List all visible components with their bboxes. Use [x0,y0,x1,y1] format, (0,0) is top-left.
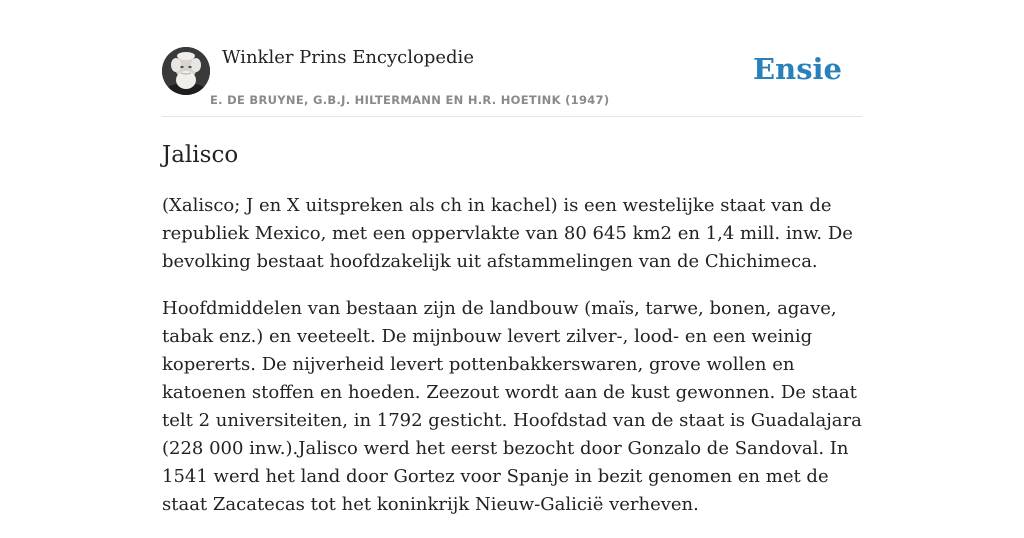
header [162,0,862,117]
author-avatar[interactable] [162,47,210,95]
entry-paragraph: (Xalisco; J en X uitspreken als ch in kachel) is een westelijke staat van de republiek Mexico, met een oppervlakte van 80 645 km2 en 1,4 mill. inw. De bevolking bestaat hoofdzakelijk uit afstammelingen van de Chichimeca. [162,195,853,272]
entry-paragraph: Hoofdmiddelen van bestaan zijn de landbouw (maïs, tarwe, bonen, agave, tabak enz.) en veeteelt. De mijnbouw levert zilver-, lood- en een weinig kopererts. De nijverheid levert pottenbakkerswaren, grove wollen en katoenen stoffen en hoeden. Zeezout wordt aan de kust gewonnen. De staat telt 2 universiteiten, in 1792 gesticht. Hoofdstad van de staat is Guadalajara (228 000 inw.).Jalisco werd het eerst bezocht door Gonzalo de Sandoval. In 1541 werd het land door Gortez voor Spanje in bezit genomen en met de staat Zacatecas tot het koninkrijk Nieuw-Galicië verheven. [162,298,862,515]
page [162,0,862,515]
entry-content [162,192,862,538]
entry-title: Jalisco [162,142,239,168]
encyclopedia-title[interactable]: Winkler Prins Encyclopedie [222,47,474,68]
authors-line: E. DE BRUYNE, G.B.J. HILTERMANN EN H.R. HOETINK (1947) [210,93,610,107]
bearded-man-portrait-icon [162,47,210,95]
ensie-logo-link[interactable]: Ensie [753,52,842,86]
